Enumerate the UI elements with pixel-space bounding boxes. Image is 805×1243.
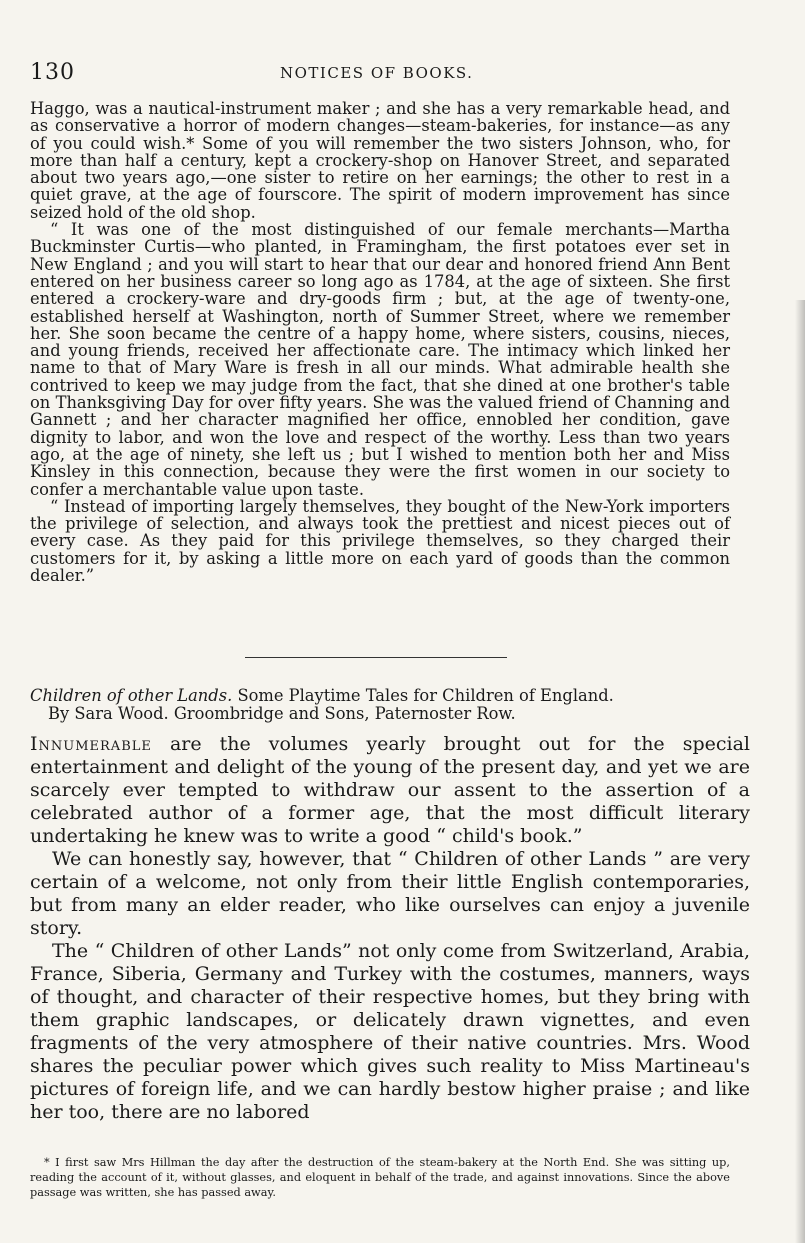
book-title: Children of other Lands. [30, 686, 233, 705]
quote-paragraph: Haggo, was a nautical-instrument maker ; and she has a very remarkable head, and as conservative a horror of modern changes—steam-bakeries, for instance—as any of you could wish.* Some of you will remember the two sisters Johnson, who, for more than half a century, kept a crockery-shop on Hanover Street, and separated about two years ago,—one sister to retire on her earnings; the other to rest in a quiet grave, at the age of fourscore. The spirit of modern improvement has since seized hold of the old shop. [30, 99, 730, 222]
review-paragraph: The “ Children of other Lands” not only come from Switzerland, Arabia, France, Siberia, Germany and Turkey with the costumes, manners, ways of thought, and character of their respective homes, but they bring with them graphic landscapes, or delicately drawn vignettes, and even fragments of the very atmosphere of their native countries. Mrs. Wood shares the peculiar power which gives such reality to Miss Martineau's pictures of foreign life, and we can hardly bestow higher praise ; and like her too, there are no labored [30, 940, 750, 1123]
review-body [30, 733, 750, 1124]
quoted-passage [30, 100, 730, 584]
quote-paragraph: “ It was one of the most distinguished of our female merchants—Martha Buckminster Curtis—who planted, in Framingham, the first potatoes ever set in New England ; and you will start to hear that our dear and honored friend Ann Bent entered on her business career so long ago as 1784, at the age of sixteen. She first entered a crockery-ware and dry-goods firm ; but, at the age of twenty-one, established herself at Washington, north of Summer Street, where we remember her. She soon became the centre of a happy home, where sisters, cousins, nieces, and young friends, received her affectionate care. The intimacy which linked her name to that of Mary Ware is fresh in all our minds. What admirable health she contrived to keep we may judge from the fact, that she dined at one brother's table on Thanksgiving Day for over fifty years. She was the valued friend of Channing and Gannett ; and her character magnified her office, ennobled her condition, gave dignity to labor, and won the love and respect of the worthy. Less than two years ago, at the age of ninety, she left us ; but I wished to mention both her and Miss Kinsley in this connection, because they were the first women in our society to confer a merchantable value upon taste. [30, 220, 730, 499]
footnote-text: * I first saw Mrs Hillman the day after the destruction of the steam-bakery at the North End. She was sitting up, reading the account of it, without glasses, and eloquent in behalf of the trade, and against innovations. Since the above passage was written, she has passed away. [30, 1156, 730, 1199]
review-paragraph: We can honestly say, however, that “ Children of other Lands ” are very certain of a welcome, not only from their little English contemporaries, but from many an elder reader, who like ourselves can enjoy a juvenile story. [30, 848, 750, 939]
lead-word: Innumerable [30, 733, 152, 755]
review-paragraph: Innumerable are the volumes yearly brought out for the special entertainment and delight of the young of the present day, and yet we are scarcely ever tempted to withdraw our assent to the assertion of a celebrated author of a former age, that the most difficult literary undertaking he knew was to write a good “ child's book.” [30, 733, 751, 847]
running-head: NOTICES OF BOOKS. [280, 64, 474, 82]
quote-paragraph: “ Instead of importing largely themselves, they bought of the New-York importers the privilege of selection, and always took the prettiest and nicest pieces out of every case. As they paid for this privilege themselves, so they charged their customers for it, by asking a little more on each yard of goods than the common dealer.” [30, 496, 730, 586]
page-header [30, 60, 730, 84]
review-heading [30, 687, 750, 723]
book-subtitle: Some Playtime Tales for Children of England. [237, 686, 614, 705]
page-number: 130 [30, 60, 75, 85]
section-divider [245, 657, 507, 658]
book-author-publisher: By Sara Wood. Groombridge and Sons, Paternoster Row. [48, 704, 516, 723]
footnote [30, 1155, 730, 1200]
page-edge-shadow [795, 300, 805, 1243]
